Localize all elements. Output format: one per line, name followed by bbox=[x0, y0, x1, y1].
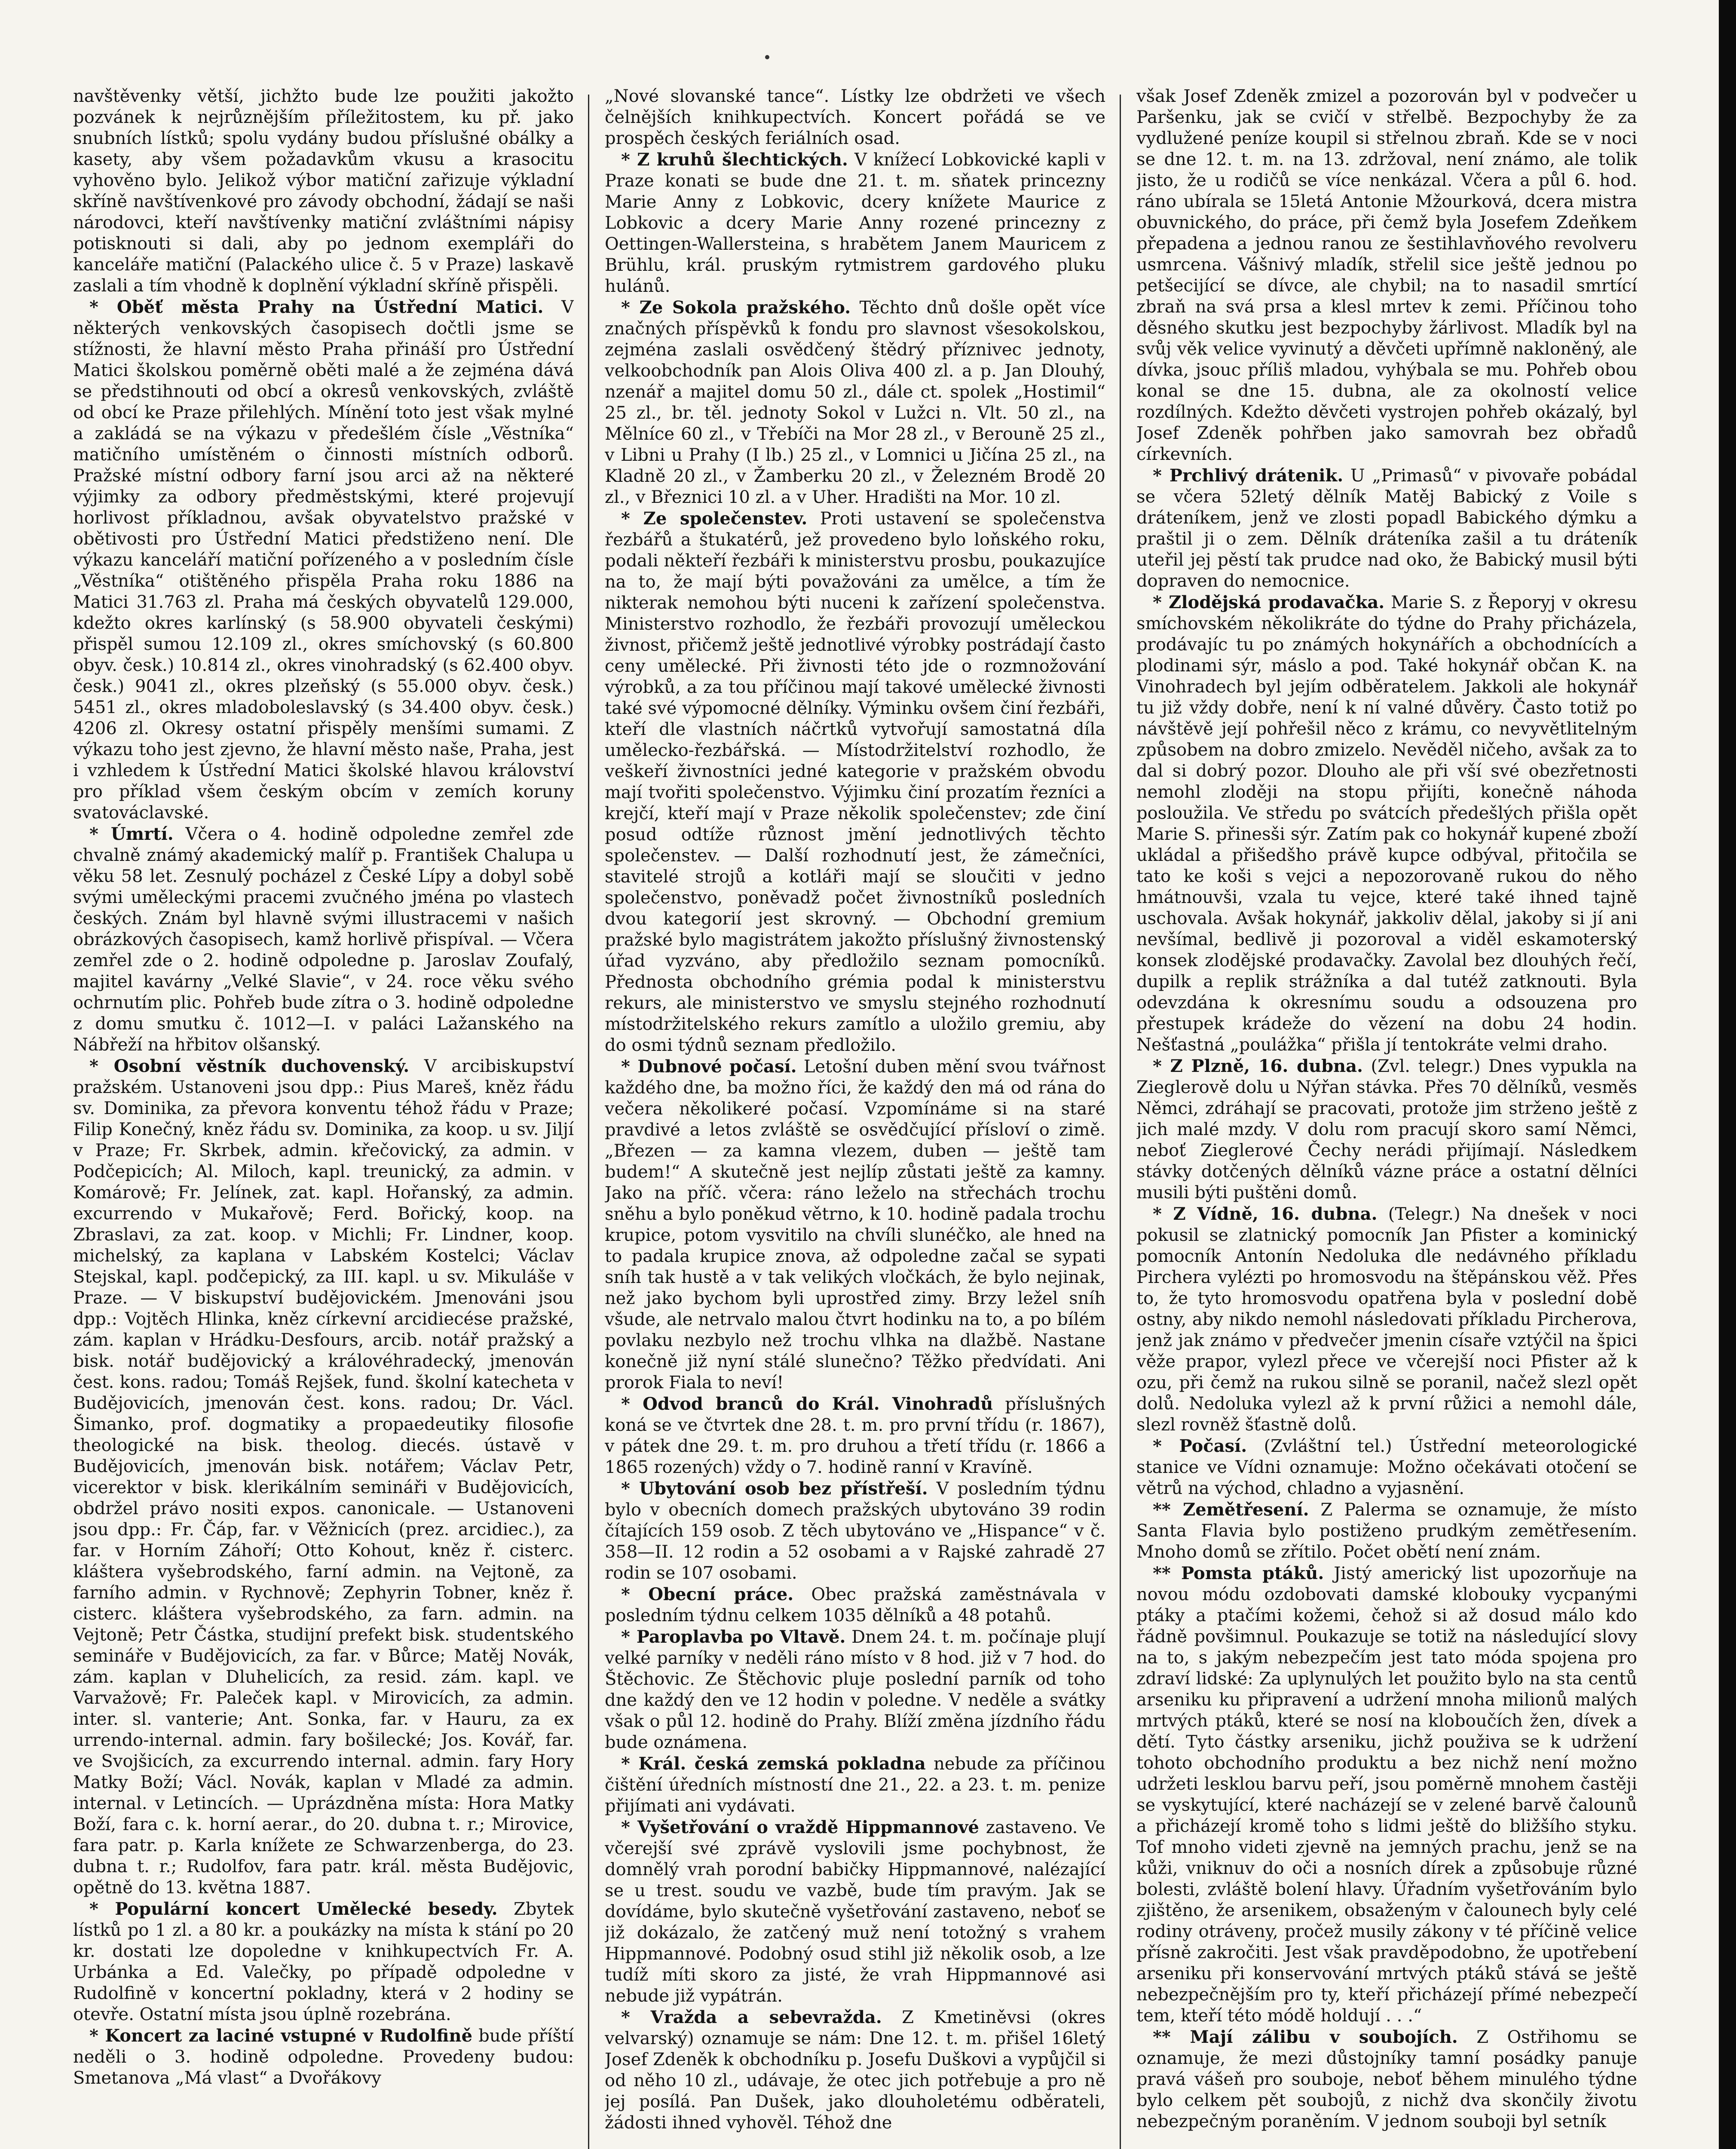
article-headline: * Prchlivý drátenik. bbox=[1153, 465, 1344, 486]
article-text: Jistý americký list upozorňuje na novou módu ozdobovati damské klobouky vycpanými ptáky a ptačími kožemi, čehož si až dosud málo kdo řádně povšimnul. Poukazuje se totiž na následující slovy na to, s jakým nebezpečím jest tato móda spojena pro zdraví lidské: Za uplynulých let použito bylo na sta centů arseniku ku připravení a udržení mnoha milionů malých mrtvých ptáků, které se nosí na kloboučích žen, dívek a dětí. Tyto částky arseniku, jichž použiva se k udržení tohoto obchodního produktu a bez nichž není možno udržeti lesklou barvu peří, jsou poměrně mnohem častěji se vyskytující, které nacházejí se v zelené barvě čalounů a přicházejí kromě toho s lidmi ještě do bližšího styku. Tof mnoho videti zjevně na jemných prachu, jenž se na kůži, vniknuv do oči a nosních dírek a způsobuje různé bolesti, zvláště bolení hlavy. Úřadním vyšetřováním bylo zjištěno, že arsenikem, obsaženým v čalounech byly celé rodiny otráveny, pročež musily zákony v té příčině velice přísně zakročiti. Jest však pravděpodobno, že upotřebení arseniku při konservování mrtvých ptáků stává se ještě nebezpečnějším pro ty, kteří přicházejí přímé nebezpečí tem, kteří této módě holdují . . .“ bbox=[1136, 1564, 1637, 2026]
article-text: zastaveno. Ve včerejší své zprávě vyslovili jsme pochybnost, že domnělý vrah porodní babičky Hippmannové, nalézající se u trest. soudu ve vazbě, bude tím pravým. Jak se dovídáme, bylo skutečně vyšetřování zastaveno, neboť se již dokázalo, že zatčený muž není totožný s vrahem Hippmannové. Podobný osud stihl již několik osob, a lze tudíž míti skoro za jisté, že vrah Hippmannové asi nebude již vypátrán. bbox=[605, 1818, 1105, 2006]
article-text: V arcibiskupství pražském. Ustanoveni jsou dpp.: Pius Mareš, kněz řádu sv. Dominika, za převora konventu téhož řádu v Praze; Filip Konečný, kněz řádu sv. Dominika, za koop. u sv. Jiljí v Praze; Fr. Skrbek, admin. křečovický, za admin. v Podčepicích; Al. Miloch, kapl. treunický, za admin. v Komárově; Fr. Jelínek, zat. kapl. Hořanský, za admin. excurrendo v Mukařově; Ferd. Bořický, koop. na Zbraslavi, za zat. koop. v Michli; Fr. Lindner, koop. michelský, za kaplana v Labském Kostelci; Václav Stejskal, kapl. podčepický, za III. kapl. u sv. Mikuláše v Praze. — V biskupství budějovickém. Jmenováni jsou dpp.: Vojtěch Hlinka, kněz církevní arcidiecése pražské, zám. kaplan v Hrádku-Desfours, arcib. notář pražský a bisk. notář budějovický a královéhradecký, jmenován čest. kons. radou; Tomáš Rejšek, fund. školní katecheta v Budějovicích, jmenován čest. kons. radou; Dr. Václ. Šimanko, prof. dogmatiky a propaedeutiky filosofie theologické na bisk. theolog. diecés. ústavě v Budějovicích, jmenován bisk. notářem; Václav Petr, vicerektor v bisk. klerikálním semináři v Budějovicích, obdržel právo nositi expos. canonicale. — Ustanoveni jsou dpp.: Fr. Čáp, far. v Věžnicích (prez. arcidiec.), za far. v Horním Záhoří; Otto Kohout, kněz ř. cisterc. kláštera vyšebrodského, farní admin. na Vejtoně, za farního admin. v Rychnově; Zephyrin Tobner, kněz ř. cisterc. kláštera vyšebrodského, za farn. admin. na Vejtoně; Petr Částka, studijní prefekt bisk. studentského semináře v Budějovicích, za far. v Bůrce; Matěj Novák, zám. kaplan v Dluhelicích, za resid. zám. kapl. ve Varvažově; Fr. Paleček kapl. v Mirovicích, za admin. inter. sl. vanterie; Ant. Sonka, far. v Hauru, za ex urrendo-internal. admin. fary bošilecké; Jos. Kovář, far. ve Svojšicích, za excurrendo internal. admin. fary Hory Matky Boží; Václ. Novák, kaplan v Mladé za admin. internal. v Letincích. — Uprázdněna místa: Hora Matky Boží, fara c. k. horní aerar., do 20. dubna t. r.; Mirovice, fara patr. p. Karla knížete ze Schwarzenberga, do 23. dubna t. r.; Rudolfov, fara patr. král. města Budějovic, opětně do 13. května 1887. bbox=[73, 1056, 574, 1898]
article-paragraph bbox=[73, 2025, 574, 2089]
article-paragraph bbox=[1136, 592, 1637, 1056]
article-text: V posledním týdnu bylo v obecních domech pražských ubytováno 39 rodin čítajících 159 osob. Z těch ubytováno ve „Hispance“ v č. 358—II. 12 rodin a 52 osobami a v Rajské zahradě 27 rodin se 107 osobami. bbox=[605, 1479, 1105, 1583]
article-text: Zbytek lístků po 1 zl. a 80 kr. a poukázky na místa k stání po 20 kr. dostati lze dopoledne v knihkupectvích Fr. A. Urbánka a Ed. Valečky, po případě odpoledne v Rudolfině v koncertní pokladny, která v 2 hodiny se otevře. Ostatní místa jsou úplně rozebrána. bbox=[73, 1899, 574, 2024]
article-headline: * Koncert za laciné vstupné v Rudolfině bbox=[89, 2026, 473, 2046]
article-paragraph bbox=[605, 2007, 1105, 2134]
article-paragraph bbox=[73, 1056, 574, 1898]
article-headline: * Zlodějská prodavačka. bbox=[1153, 592, 1385, 612]
article-headline: * Vyšetřování o vraždě Hippmannové bbox=[621, 1817, 980, 1837]
article-headline: * Z kruhů šlechtických. bbox=[621, 150, 848, 170]
article-headline: * Úmrtí. bbox=[89, 824, 174, 844]
article-text: Proti ustavení se společenstva řezbářů a štukatérů, jež provedeno bylo loňského roku, podali někteří řezbáři k ministerstvu prosbu, poukazujíce na to, že mají býti považováni za umělce, a tím že nikterak nemohou býti nuceni k zařízení společenstva. Ministerstvo rozhodlo, že řezbáři provozují uměleckou živnost, přičemž ještě jednotlivé výrobky postrádají často ceny umělecké. Při živnosti této jde o rozmnožování výrobků, a za tou příčinou mají takové umělecké živnosti také své výpomocné dělníky. Výminku ovšem činí řezbáři, kteří dle vlastních náčrtků vytvořují samostatná díla umělecko-řezbářská. — Místodržitelství rozhodlo, že veškeří živnostníci jedné kategorie v pražském obvodu mají tvořiti společenstvo. Výjimku činí prozatím řezníci a krejčí, kteří mají v Praze několik společenstev; zde činí posud odtíže různost jmění jednotlivých těchto společenstev. — Další rozhodnutí jest, že zámečníci, stavitelé strojů a kotláři mají se sloučiti v jedno společenstvo, poněvadž počet živnostníků posledních dvou kategorií jest skrovný. — Obchodní gremium pražské bylo magistrátem jakožto příslušný živnostenský úřad vyzváno, aby předložilo seznam pomocníků. Přednosta obchodního grémia podal k ministerstvu rekurs, ale ministerstvo ve smyslu stejného rozhodnutí místodržitelského rekurs zamítlo a uložilo gremiu, aby do osmi týdnů seznam předložilo. bbox=[605, 509, 1105, 1055]
article-paragraph bbox=[605, 149, 1105, 297]
article-text: Obec pražská zaměstnávala v posledním týdnu celkem 1035 dělníků a 48 potahů. bbox=[605, 1585, 1105, 1626]
article-paragraph bbox=[605, 297, 1105, 508]
article-paragraph bbox=[605, 1393, 1105, 1478]
article-text: (Zvl. telegr.) Dnes vypukla na Zieglerově dolu u Nýřan stávka. Přes 70 dělníků, vesměs Němci, zdráhají se pracovati, protože jim strženo ještě z jich malé mzdy. V dolu rom pracují skoro samí Němci, neboť Zieglerové Čechy nerádi přijímají. Následkem stávky dotčených dělníků vázne práce a ostatní dělníci musili býti puštěni domů. bbox=[1136, 1056, 1637, 1203]
article-headline: * Ubytování osob bez přístřeší. bbox=[621, 1479, 928, 1499]
article-text: (Telegr.) Na dnešek v noci pokusil se zlatnický pomocník Jan Pfister a kominický pomocník Antonín Nedoluka dle nedávného příkladu Pirchera vylézti po hromosvodu na štěpánskou věž. Přes to, že tyto hromosvodu opatřena byla v poslední době ostny, aby nikdo nemohl následovati příkladu Pircherova, jenž jak známo v předvečer jmenin císaře vztýčil na špici věže prapor, vylezl přece ve včerejší noci Pfister až k ozu, při čemž na rukou silně se poranil, načež slezl opět dolů. Nedoluka vylezl až k první růžici a nemohl dále, slezl rovněž šťastně dolů. bbox=[1136, 1204, 1637, 1435]
article-paragraph bbox=[1136, 1436, 1637, 1499]
article-paragraph bbox=[605, 86, 1105, 149]
article-paragraph bbox=[1136, 1203, 1637, 1436]
article-headline: * Osobní věstník duchovenský. bbox=[89, 1056, 410, 1076]
article-text: (Zvláštní tel.) Ústřední meteorologické stanice ve Vídni oznamuje: Možno očekávati otočení se větrů na východ, chladno a vyjasnění. bbox=[1136, 1436, 1637, 1498]
article-headline: * Z Vídně, 16. dubna. bbox=[1153, 1204, 1378, 1224]
article-paragraph bbox=[605, 508, 1105, 1056]
article-paragraph bbox=[1136, 1499, 1637, 1563]
scan-edge-shadow bbox=[1719, 0, 1736, 2149]
article-headline: * Král. česká zemská pokladna bbox=[621, 1754, 926, 1774]
article-headline: * Odvod branců do Král. Vinohradů bbox=[621, 1394, 993, 1414]
article-headline: ** Mají zálibu v soubojích. bbox=[1153, 2027, 1458, 2047]
article-paragraph bbox=[605, 1056, 1105, 1393]
article-headline: * Populární koncert Umělecké besedy. bbox=[89, 1899, 498, 1919]
article-paragraph bbox=[73, 297, 574, 823]
article-paragraph bbox=[73, 86, 574, 297]
article-paragraph bbox=[605, 1626, 1105, 1753]
article-text: Z Palerma se oznamuje, že místo Santa Flavia bylo postiženo prudkým zemětřesením. Mnoho domů se zřítilo. Počet obětí není znám. bbox=[1136, 1500, 1637, 1562]
article-text: „Nové slovanské tance“. Lístky lze obdržeti ve všech čelnějších knihkupectvích. Koncert pořádá se ve prospěch českých feriálních osad. bbox=[605, 86, 1105, 148]
article-text: Marie S. z Řeporyj v okresu smíchovském několikráte do týdne do Prahy přicházela, prodávajíc tu po známých hokynářích a obchodnících a plodinami sýr, máslo a pod. Také hokynář občan K. na Vinohradech byl jejím odběratelem. Jakkoli ale hokynář tu již vždy dobře, není k ní valné důvěry. Často totiž po návštěvě její pohřešil něco z krámu, co nevyvětlitelným způsobem na dobro zmizelo. Nevěděl ničeho, avšak za to dal si dobrý pozor. Dlouho ale při vší své obezřetnosti nemohl zloději na stopu přijíti, konečně náhoda posloužila. Ve středu po svátcích předešlých přišla opět Marie S. přinesši sýr. Zatím pak co hokynář kupené zboží ukládal a přišedšho právě kupce odbýval, přitočila se tato ke koši s vejci a nepozorovaně rukou do něho hmátnouvši, vzala tu vejce, které také ihned tajně uschovala. Avšak hokynář, jakkoliv dělal, jakoby si jí ani nevšímal, bedlivě ji pozoroval a viděl eskamoterský konsek zlodějské prodavačky. Zavolal bez dlouhých řečí, dupilk a replik strážníka a dal tutéž zatknouti. Byla odevzdána k okresnímu soudu a odsouzena pro přestupek krádeže do vězení na dobu 24 hodin. Nešťastná „poulážka“ přišla jí tentokráte velmi draho. bbox=[1136, 593, 1637, 1055]
article-headline: * Dubnové počasí. bbox=[621, 1056, 797, 1077]
article-text: Z Ostřihomu se oznamuje, že mezi důstojníky tamní posádky panuje pravá vášeň pro souboje, neboť během minulého týdne bylo celkem pět soubojů, z nichž dva skončily životu nebezpečným poraněním. V jednom souboji byl setník bbox=[1136, 2027, 1637, 2131]
article-text: příslušných koná se ve čtvrtek dne 28. t. m. pro první třídu (r. 1867), v pátek dne 29. t. m. pro druhou a třetí třídu (r. 1866 a 1865 rozených) vždy o 7. hodině ranní v Kravíně. bbox=[605, 1394, 1105, 1477]
article-text: Včera o 4. hodině odpoledne zemřel zde chvalně známý akademický malíř p. František Chalupa u věku 58 let. Zesnulý pocházel z České Lípy a dobyl sobě svými uměleckými pracemi zvučného jména po vlastech českých. Znám byl hlavně svými illustracemi v našich obrázkových časopisech, kamž horlivě přispíval. — Včera zemřel zde o 2. hodině odpoledne p. Jaroslav Zoufalý, majitel kavárny „Velké Slavie“, v 24. roce věku svého ochrnutím plic. Pohřeb bude zítra o 3. hodině odpoledne z domu smutku č. 1012—I. v paláci Lažanského na Nábřeží na hřbitov olšanský. bbox=[73, 824, 574, 1055]
article-paragraph bbox=[1136, 86, 1637, 465]
article-paragraph bbox=[73, 823, 574, 1056]
article-text: však Josef Zdeněk zmizel a pozorován byl v podvečer u Paršenku, jak se cvičí v střelbě. Bezpochyby že za vydlužené peníze koupil si střelnou zbraň. Kde se v noci se dne 12. t. m. na 13. zdržoval, není známo, ale tolik jisto, že u rodičů se více nenkázal. Včera a půl 6. hod. ráno ubírala se 15letá Antonie Mžourková, dcera mistra obuvnického, do práce, při čemž byla Josefem Zdeňkem přepadena a jednou ranou ze šestihlavňového revolveru usmrcena. Vášnivý mladík, střelil sice ještě jednou po petšecijící se dívce, ale chybil; na to nasadil smrtící zbraň na svá prsa a klesl mrtev k zemi. Příčinou toho děsného skutku jest bezpochyby žárlivost. Mladík byl na svůj věk velice vyvinutý a děvčeti upřímně nakloněný, ale dívka, jsouc příliš mladou, vyhýbala se mu. Pohřeb obou konal se dne 15. dubna, ale za okolností velice rozdílných. Kdežto děvčeti vystrojen pohřeb okázalý, byl Josef Zdeněk pohřben jako samovrah bez obřadů církevních. bbox=[1136, 86, 1637, 464]
article-paragraph bbox=[1136, 1056, 1637, 1203]
column-2 bbox=[605, 86, 1105, 2149]
article-paragraph bbox=[605, 1584, 1105, 1626]
print-speck bbox=[765, 55, 769, 59]
article-headline: * Vražda a sebevražda. bbox=[621, 2007, 882, 2027]
text-columns bbox=[73, 86, 1638, 2149]
article-text: Dnem 24. t. m. počínaje plují velké parníky v neděli ráno místo v 8 hod. již v 7 hod. do Štěchovic. Ze Štěchovic pluje poslední parník od toho dne každý den ve 12 hodin v poledne. V neděle a svátky však o půl 12. hodině do Prahy. Blíží změna jízdního řádu bude oznámena. bbox=[605, 1627, 1105, 1752]
article-headline: * Paroplavba po Vltavě. bbox=[621, 1627, 846, 1647]
article-text: V knížecí Lobkovické kapli v Praze konati se bude dne 21. t. m. sňatek princezny Marie Anny z Lobkovic, dcery knížete Maurice z Lobkovic a dcery Marie Anny rozené princezny z Oettingen-Wallersteina, s hrabětem Janem Mauricem z Brühlu, král. pruským rytmistrem gardového pluku hulánů. bbox=[605, 150, 1105, 296]
article-paragraph bbox=[605, 1753, 1105, 1817]
column-3 bbox=[1136, 86, 1637, 2149]
article-headline: * Ze společenstev. bbox=[621, 508, 808, 529]
article-paragraph bbox=[1136, 1563, 1637, 2027]
article-headline: * Počasí. bbox=[1153, 1436, 1247, 1456]
article-headline: ** Pomsta ptáků. bbox=[1153, 1563, 1324, 1583]
column-1 bbox=[73, 86, 574, 2149]
article-text: Letošní duben mění svou tvářnost každého dne, ba možno říci, že každý den má od rána do večera několikeré počasí. Vzpomínáme si na staré pravdivé a letos zvláště se osvědčující přísloví o zimě. „Březen — za kamna vlezem, duben — ještě tam budem!“ A skutečně jest nejlíp zůstati ještě za kamny. Jako na příč. včera: ráno leželo na střechách trochu sněhu a bylo poněkud větrno, k 10. hodině padala trochu krupice, potom vysvitilo na chvíli slunéčko, ale hned na to padala krupice znova, až odpoledne začal se sypati sníh tak hustě a v tak velikých vločkách, že bylo nejinak, než jako bychom byli uprostřed zimy. Brzy ležel sníh všude, ale netrvalo malou čtvrt hodinku na to, a po bílém povlaku nezbylo než trochu vlhka na dlažbě. Nastane konečně již nyní stálé slunečno? Těžko předvídati. Ani prorok Fiala to neví! bbox=[605, 1057, 1105, 1393]
article-text: Těchto dnů došle opět více značných příspěvků k fondu pro slavnost všesokolskou, zejména zaslali osvědčený štědrý příznivec jednoty, velkoobchodník pan Alois Oliva 400 zl. a p. Jan Dlouhý, nzenář a majitel domu 50 zl., dále ct. spolek „Hostimil“ 25 zl., br. těl. jednoty Sokol v Lužci n. Vlt. 50 zl., na Mělníce 60 zl., v Třebíči na Mor 28 zl., v Berouně 25 zl., v Libni u Prahy (I lb.) 25 zl., v Lomnici u Jičína 25 zl., na Kladně 20 zl., v Žamberku 20 zl., v Železném Brodě 20 zl., v Březnici 10 zl. a v Uher. Hradišti na Mor. 10 zl. bbox=[605, 298, 1105, 507]
article-headline: ** Zemětřesení. bbox=[1153, 1500, 1309, 1520]
article-paragraph bbox=[73, 1898, 574, 2025]
article-headline: * Obecní práce. bbox=[621, 1584, 794, 1604]
article-text: nebude za příčinou čištění úředních místností dne 21., 22. a 23. t. m. penize přijímati ani vydávati. bbox=[605, 1754, 1105, 1816]
article-headline: * Z Plzně, 16. dubna. bbox=[1153, 1056, 1363, 1076]
article-text: navštěvenky větší, jichžto bude lze použiti jakožto pozvánek k nejrůznějším příležitostem, ku př. jako snubních lístků; spolu vydány budou příslušné obálky a kasety, aby všem požadavkům vkusu a krasocitu vyhověno bylo. Jelikož výbor matiční zařizuje výkladní skříně navštívenkové pro závody obchodní, žádají se naši národovci, kteří navštívenky matiční zvláštními nápisy potisknouti si dali, aby po jednom exempláři do kanceláře matiční (Palackého ulice č. 5 v Praze) laskavě zaslali a tím vhodně k doplnění výkladní skříně přispěli. bbox=[73, 86, 574, 296]
article-headline: * Oběť města Prahy na Ústřední Matici. bbox=[89, 297, 544, 317]
article-headline: * Ze Sokola pražského. bbox=[621, 297, 851, 318]
article-text: V některých venkovských časopisech dočtli jsme se stížnosti, že hlavní město Praha přináší pro Ústřední Matici školskou poměrně oběti malé a že zejména dává se předstihnouti od obcí a okresů venkovských, zvláště od obcí ke Praze přilehlých. Mínění toto jest však mylné a zakládá se na výkazu v předešlém čísle „Věstníka“ matičního umístěném o činnosti místních odborů. Pražské místní odbory farní jsou arci až na některé výjimky za odbory předměstskými, které projevují horlivost příkladnou, avšak obyvatelstvo pražské v obětivosti pro Ústřední Matici předstiženo není. Dle výkazu kanceláří matiční pořízeného a v posledním čísle „Věstníka“ otištěného přispěla Praha roku 1886 na Matici 31.763 zl. Praha má českých obyvatelů 129.000, kdežto okres karlínský (s 58.900 obyvateli českými) přispěl sumou 12.109 zl., okres smíchovský (s 60.800 obyv. česk.) 10.814 zl., okres vinohradský (s 62.400 obyv. česk.) 9041 zl., okres plzeňský (s 55.000 obyv. česk.) 5451 zl., okres mladoboleslavský (s 34.400 obyv. česk.) 4206 zl. Okresy ostatní přispěly menšími sumami. Z výkazu toho jest zjevno, že hlavní město naše, Praha, jest i vzhledem k Ústřední Matici školské hlavou království pro příklad všem českým obcím v zemích koruny svatováclavské. bbox=[73, 297, 574, 823]
article-text: bude příští neděli o 3. hodině odpoledne. Provedeny budou: Smetanova „Má vlast“ a Dvořákovy bbox=[73, 2026, 574, 2088]
article-paragraph bbox=[605, 1478, 1105, 1584]
article-text: Z Kmetiněvsi (okres velvarský) oznamuje se nám: Dne 12. t. m. přišel 16letý Josef Zdeněk k obchodníku p. Josefu Duškovi a vypůjčil si od něho 10 zl., udávaje, že otec jich potřebuje a pro ně jej posílá. Pan Dušek, jako dlouholetému odběrateli, žádosti ihned vyhověl. Téhož dne bbox=[605, 2008, 1105, 2133]
article-paragraph bbox=[605, 1817, 1105, 2007]
article-paragraph bbox=[1136, 465, 1637, 592]
article-paragraph bbox=[1136, 2027, 1637, 2132]
article-text: U „Primasů“ v pivovaře pobádal se včera 52letý dělník Matěj Babický z Voile s dráteníkem, jenž ve zlosti popadl Babického dýmku a praštil ji o zem. Dělník dráteníka zašil a tu dráteník uteřil jej pěstí tak prudce nad oko, že Babický musil býti dopraven do nemocnice. bbox=[1136, 466, 1637, 591]
